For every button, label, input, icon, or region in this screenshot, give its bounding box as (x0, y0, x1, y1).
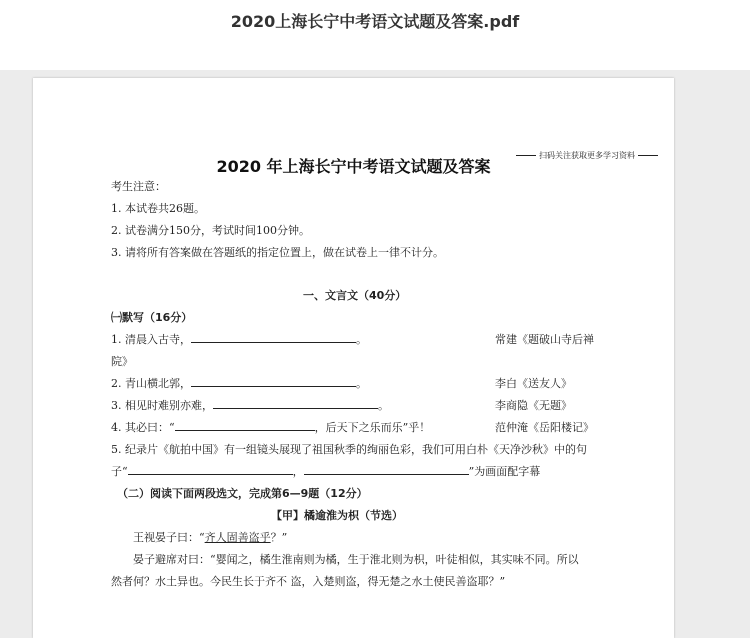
question-1 (111, 331, 367, 347)
underlined-sentence: 齐人固善盗乎 (204, 531, 271, 544)
qr-note-text: 扫码关注获取更多学习资料 (539, 151, 635, 160)
pdf-page[interactable] (33, 78, 674, 638)
q1-prefix: 1. 清晨入古寺， (111, 333, 191, 346)
q3-source: 李商隐《无题》 (495, 399, 572, 412)
q4-suffix: ，后天下之乐而乐”乎！ (314, 421, 431, 434)
q5-mid: ， (292, 465, 304, 478)
question-2 (111, 375, 367, 391)
q1-suffix: 。 (356, 333, 367, 346)
answer-blank (304, 463, 469, 475)
answer-blank (191, 375, 356, 387)
answer-blank (175, 419, 315, 431)
answer-blank (128, 463, 293, 475)
q5-prefix: 子“ (111, 465, 128, 478)
question-3 (111, 397, 389, 413)
notice-2: 2. 试卷满分150分，考试时间100分钟。 (111, 224, 310, 237)
answer-blank (191, 331, 356, 343)
notice-3: 3. 请将所有答案做在答题纸的指定位置上，做在试卷上一律不计分。 (111, 246, 444, 259)
q2-suffix: 。 (356, 377, 367, 390)
notice-heading: 考生注意： (111, 180, 166, 193)
part-heading-1: ㈠默写（16分） (111, 311, 193, 324)
question-4 (111, 419, 430, 435)
q2-prefix: 2. 青山横北郭， (111, 377, 191, 390)
passage-title: 【甲】橘逾淮为枳（节选） (271, 509, 403, 522)
q3-prefix: 3. 相见时难别亦难， (111, 399, 213, 412)
exam-title: 2020 年上海长宁中考语文试题及答案 (216, 157, 491, 176)
notice-1: 1. 本试卷共26题。 (111, 202, 205, 215)
q4-prefix: 4. 其必曰：“ (111, 421, 175, 434)
part-heading-2: （二）阅读下面两段选文，完成第6—9题（12分） (117, 487, 368, 500)
q4-source: 范仲淹《岳阳楼记》 (495, 421, 594, 434)
passage-para-1 (133, 529, 287, 545)
q5-suffix: ”为画面配字幕 (468, 465, 541, 478)
file-title: 2020上海长宁中考语文试题及答案.pdf (230, 12, 520, 31)
q2-source: 李白《送友人》 (495, 377, 572, 390)
passage-para-2-cont: 然者何？水土异也。今民生长于齐不 盗，入楚则盗，得无楚之水土使民善盗耶？” (111, 575, 506, 588)
section-heading: 一、文言文（40分） (303, 289, 407, 302)
para1-suffix: ？” (270, 531, 288, 544)
question-5-cont (111, 463, 540, 479)
answer-blank (213, 397, 378, 409)
viewer-toolbar (0, 0, 750, 70)
passage-para-2: 晏子避席对曰：“婴闻之，橘生淮南则为橘，生于淮北则为枳，叶徒相似，其实味不同。所以 (133, 553, 579, 566)
q1-source-cont: 院》 (111, 355, 133, 368)
para1-prefix: 王视晏子曰：“ (133, 531, 205, 544)
question-5: 5. 纪录片《航拍中国》有一组镜头展现了祖国秋季的绚丽色彩，我们可用白朴《天净沙秋》中的句 (111, 443, 587, 456)
q1-source: 常建《题破山寺后禅 (495, 333, 594, 346)
q3-suffix: 。 (378, 399, 389, 412)
